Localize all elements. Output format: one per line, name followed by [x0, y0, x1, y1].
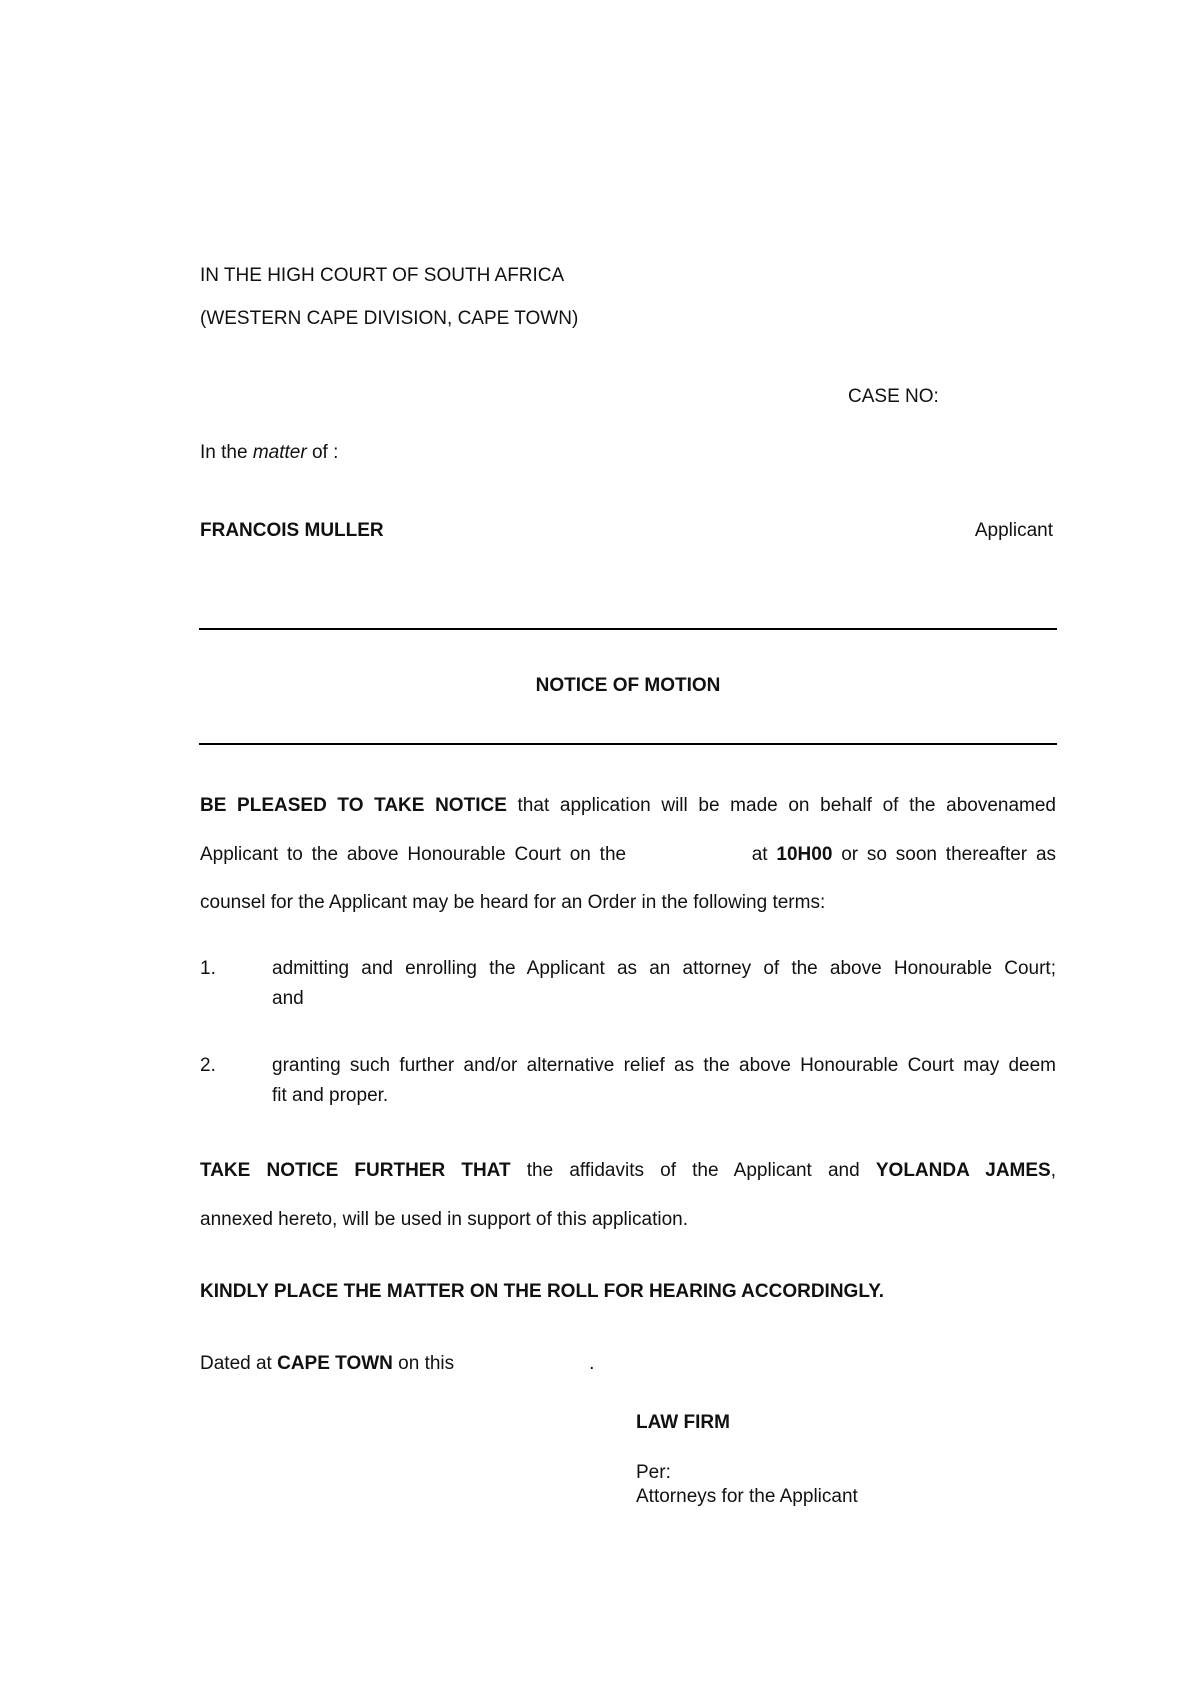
term-2-line-2: fit and proper.: [272, 1085, 389, 1106]
law-firm-name: LAW FIRM: [636, 1412, 730, 1433]
kindly-place-instruction: KINDLY PLACE THE MATTER ON THE ROLL FOR HEARING ACCORDINGLY.: [200, 1281, 885, 1302]
matter-suffix: of :: [306, 442, 339, 463]
dated-end: .: [589, 1353, 595, 1374]
term-2-line-1: granting such further and/or alternative relief as the above Honourable Court may deem: [272, 1055, 1056, 1076]
divider-bottom: [199, 743, 1057, 745]
matter-heading: [200, 442, 338, 464]
dated-line: [200, 1353, 594, 1375]
further-bold-lead: TAKE NOTICE FURTHER THAT: [200, 1160, 511, 1181]
notice-bold-lead: BE PLEASED TO TAKE NOTICE: [200, 795, 507, 816]
case-number-label: CASE NO:: [848, 386, 939, 407]
dated-suffix: on this: [392, 1353, 455, 1374]
notice-line-1: [200, 795, 1056, 817]
term-text-1: [272, 954, 1056, 1014]
notice-line-3: counsel for the Applicant may be heard for an Order in the following terms:: [200, 892, 826, 913]
further-comma: ,: [1050, 1160, 1057, 1181]
further-line-2: annexed hereto, will be used in support of this application.: [200, 1209, 688, 1230]
term-text-2: [272, 1051, 1056, 1111]
further-line-1: [200, 1160, 1056, 1182]
matter-prefix: In the: [200, 442, 253, 463]
term-number-1: 1.: [200, 958, 216, 979]
court-division: (WESTERN CAPE DIVISION, CAPE TOWN): [200, 308, 579, 329]
divider-top: [199, 628, 1057, 630]
notice-line2-a: Applicant to the above Honourable Court on the: [200, 844, 627, 865]
signature-per: Per:: [636, 1462, 671, 1483]
notice-line1-text: that application will be made on behalf of the abovenamed: [517, 795, 1056, 816]
dated-prefix: Dated at: [200, 1353, 278, 1374]
applicant-name: FRANCOIS MULLER: [200, 520, 384, 541]
hearing-time: 10H00: [776, 844, 833, 865]
further-mid: the affidavits of the Applicant and: [526, 1160, 860, 1181]
document-title: NOTICE OF MOTION: [535, 675, 721, 696]
matter-italic: matter: [252, 442, 307, 463]
term-1-line-2: and: [272, 988, 304, 1009]
notice-line-2: [200, 844, 1056, 866]
dated-place: CAPE TOWN: [277, 1353, 393, 1374]
notice-line2-at: at: [751, 844, 768, 865]
notice-line2-rest: or so soon thereafter as: [841, 844, 1057, 865]
term-number-2: 2.: [200, 1055, 216, 1076]
court-name: IN THE HIGH COURT OF SOUTH AFRICA: [200, 265, 565, 286]
signature-role: Attorneys for the Applicant: [636, 1486, 858, 1507]
applicant-role: Applicant: [974, 520, 1053, 541]
term-1-line-1: admitting and enrolling the Applicant as an attorney of the above Honourable Court;: [272, 958, 1056, 979]
further-name: YOLANDA JAMES: [875, 1160, 1051, 1181]
